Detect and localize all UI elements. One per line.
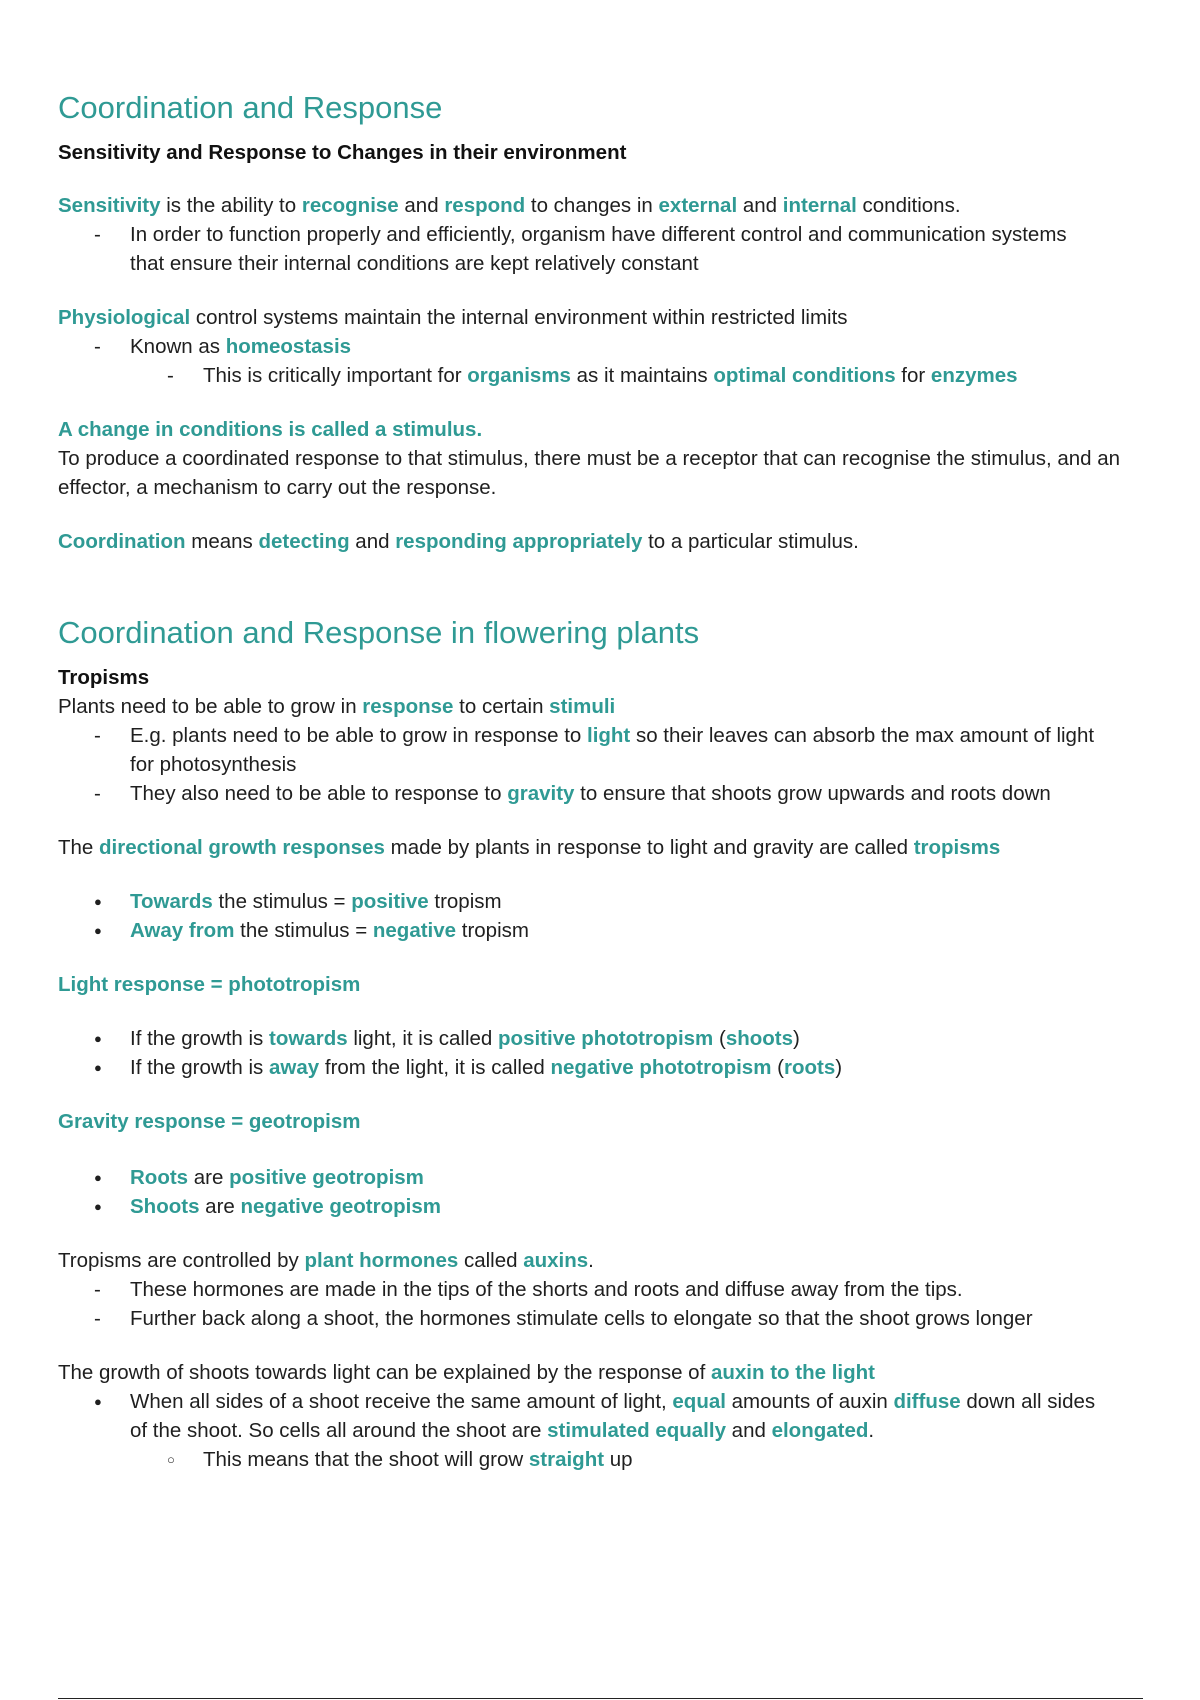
term-away-from: Away from xyxy=(130,919,235,942)
list-phototropism xyxy=(58,1024,1148,1082)
list-item: ● If the growth is away from the light, it is called negative phototropism (roots) xyxy=(58,1053,1148,1082)
section-subtitle: Sensitivity and Response to Changes in their environment xyxy=(58,141,627,164)
term-straight: straight xyxy=(528,1448,605,1471)
term-responding-appropriately: responding appropriately xyxy=(395,530,643,553)
paragraph-auxin-growth: The growth of shoots towards light can be explained by the response of auxin to the light xyxy=(58,1361,875,1384)
term-positive: positive xyxy=(351,890,429,913)
section-title-coordination: Coordination and Response xyxy=(58,90,443,125)
term-negative-geotropism: negative geotropism xyxy=(240,1195,441,1218)
term-directional-growth-responses: directional growth responses xyxy=(99,836,385,859)
list-sensitivity xyxy=(58,220,1148,278)
paragraph-directional: The directional growth responses made by plants in response to light and gravity are called tropisms xyxy=(58,836,1001,859)
term-internal: internal xyxy=(782,194,857,217)
stimulus-text: To produce a coordinated response to that stimulus, there must be a receptor that can recognise the stimulus, and an effector, a mechanism to carry out the response. xyxy=(58,447,1121,499)
term-respond: respond xyxy=(444,194,526,217)
term-equal: equal xyxy=(672,1390,726,1413)
term-auxin-to-the-light: auxin to the light xyxy=(710,1361,875,1384)
list-item: - E.g. plants need to be able to grow in response to light so their leaves can absorb the max amount of light for photosynthesis xyxy=(58,721,1148,779)
list-tropism-types xyxy=(58,887,1148,945)
list-auxin-growth xyxy=(58,1387,1148,1474)
paragraph-hormones: Tropisms are controlled by plant hormones called auxins. xyxy=(58,1249,594,1272)
term-negative: negative xyxy=(372,919,457,942)
term-auxins: auxins xyxy=(523,1249,589,1272)
list-item: ● If the growth is towards light, it is called positive phototropism (shoots) xyxy=(58,1024,1148,1053)
paragraph-sensitivity: Sensitivity is the ability to recognise and respond to changes in external and internal conditions. xyxy=(58,194,961,217)
term-coordination: Coordination xyxy=(58,530,186,553)
gravity-response-heading: Gravity response = geotropism xyxy=(58,1110,361,1133)
list-item: ○ This means that the shoot will grow straight up xyxy=(58,1445,1148,1474)
list-item: ● Shoots are negative geotropism xyxy=(58,1192,1148,1221)
term-away: away xyxy=(269,1056,320,1079)
term-organisms: organisms xyxy=(467,364,571,387)
page-bottom-rule xyxy=(58,1698,1143,1699)
stimulus-heading: A change in conditions is called a stimulus. xyxy=(58,418,483,441)
paragraph-coordination: Coordination means detecting and responding appropriately to a particular stimulus. xyxy=(58,530,859,553)
section-title-flowering-plants: Coordination and Response in flowering plants xyxy=(58,615,700,650)
term-positive-geotropism: positive geotropism xyxy=(229,1166,424,1189)
tropisms-heading: Tropisms xyxy=(58,666,150,689)
list-item: ● Towards the stimulus = positive tropism xyxy=(58,887,1148,916)
list-item: ● Away from the stimulus = negative tropism xyxy=(58,916,1148,945)
document-content xyxy=(58,88,1148,1474)
term-sensitivity: Sensitivity xyxy=(58,194,161,217)
term-roots: roots xyxy=(783,1056,836,1079)
list-hormones xyxy=(58,1275,1148,1333)
list-item: - In order to function properly and efficiently, organism have different control and communication systems that ensure their internal conditions are kept relatively constant xyxy=(58,220,1148,278)
term-gravity: gravity xyxy=(507,782,575,805)
term-plant-hormones: plant hormones xyxy=(304,1249,459,1272)
term-shoots: shoots xyxy=(725,1027,794,1050)
list-geotropism xyxy=(58,1163,1148,1221)
term-negative-phototropism: negative phototropism xyxy=(550,1056,772,1079)
term-recognise: recognise xyxy=(301,194,399,217)
term-stimulated-equally: stimulated equally xyxy=(547,1419,726,1442)
list-item: ● Roots are positive geotropism xyxy=(58,1163,1148,1192)
list-physiological xyxy=(58,332,1148,390)
paragraph-physiological: Physiological control systems maintain the internal environment within restricted limits xyxy=(58,306,848,329)
list-item: - They also need to be able to response to gravity to ensure that shoots grow upwards and roots down xyxy=(58,779,1148,808)
list-tropisms-intro xyxy=(58,721,1148,808)
term-diffuse: diffuse xyxy=(893,1390,961,1413)
term-elongated: elongated xyxy=(771,1419,869,1442)
term-light: light xyxy=(587,724,631,747)
term-stimuli: stimuli xyxy=(549,695,616,718)
term-towards-light: towards xyxy=(269,1027,348,1050)
term-detecting: detecting xyxy=(258,530,350,553)
term-towards: Towards xyxy=(130,890,213,913)
term-optimal-conditions: optimal conditions xyxy=(713,364,896,387)
term-shoots-geo: Shoots xyxy=(130,1195,200,1218)
list-item: - This is critically important for organisms as it maintains optimal conditions for enzymes xyxy=(58,361,1148,390)
term-homeostasis: homeostasis xyxy=(225,335,352,358)
paragraph-tropisms-intro: Plants need to be able to grow in response to certain stimuli xyxy=(58,695,616,718)
term-physiological: Physiological xyxy=(58,306,191,329)
list-item: ● When all sides of a shoot receive the same amount of light, equal amounts of auxin diffuse down all sides of the shoot. So cells all around the shoot are stimulated equally and elongated. xyxy=(58,1387,1148,1445)
term-enzymes: enzymes xyxy=(930,364,1018,387)
light-response-heading: Light response = phototropism xyxy=(58,973,361,996)
term-response: response xyxy=(362,695,454,718)
term-positive-phototropism: positive phototropism xyxy=(498,1027,714,1050)
list-item: - These hormones are made in the tips of the shorts and roots and diffuse away from the tips. xyxy=(58,1275,1148,1304)
term-tropisms: tropisms xyxy=(913,836,1001,859)
term-external: external xyxy=(658,194,738,217)
list-item: - Further back along a shoot, the hormones stimulate cells to elongate so that the shoot grows longer xyxy=(58,1304,1148,1333)
term-roots-geo: Roots xyxy=(130,1166,189,1189)
list-item: - Known as homeostasis xyxy=(58,332,1148,361)
